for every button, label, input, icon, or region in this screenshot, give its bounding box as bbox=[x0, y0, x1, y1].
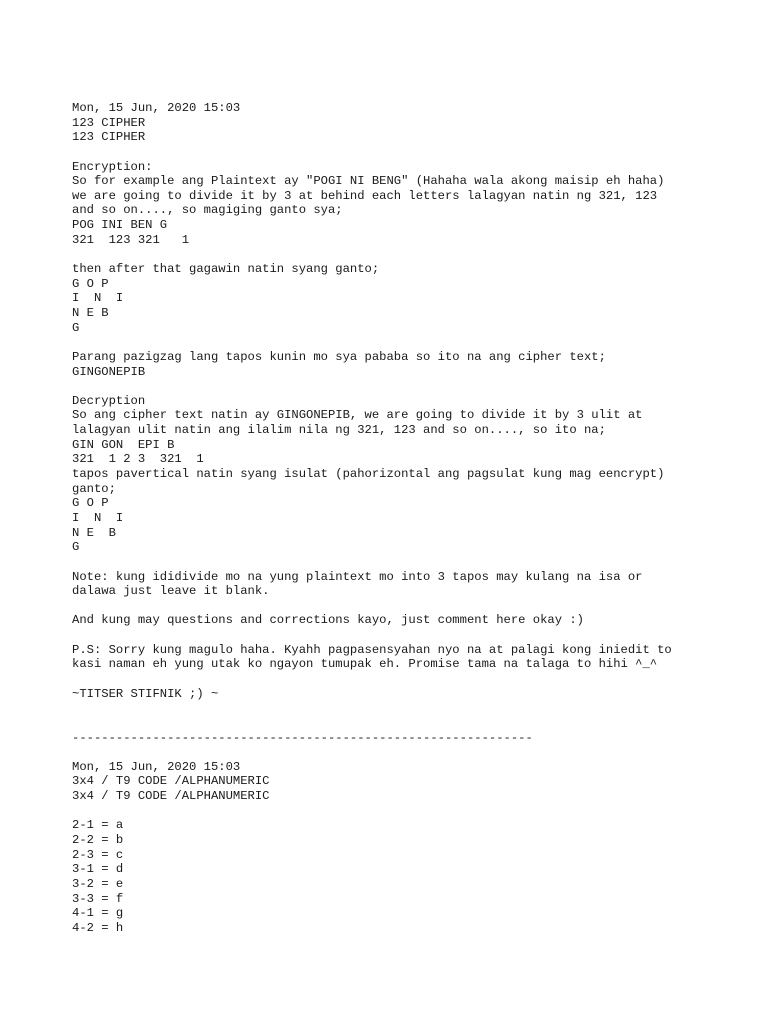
entry-2 bbox=[72, 760, 752, 936]
grid-row: G bbox=[72, 540, 80, 555]
encryption-line: and so on...., so magiging ganto sya; bbox=[72, 203, 343, 218]
mapping-row: 4-2 = h bbox=[72, 920, 124, 935]
mapping-row: 3-1 = d bbox=[72, 862, 124, 877]
encryption-line: So for example ang Plaintext ay "POGI NI BENG" (Hahaha wala akong maisip eh haha) bbox=[72, 174, 665, 189]
grid-row: G bbox=[72, 320, 80, 335]
grid-row: N E B bbox=[72, 305, 109, 320]
grid-row: G O P bbox=[72, 276, 109, 291]
mapping-row: 2-2 = b bbox=[72, 833, 124, 848]
entry-title-repeat: 3x4 / T9 CODE /ALPHANUMERIC bbox=[72, 789, 270, 804]
grid-row: I N I bbox=[72, 510, 124, 525]
mapping-row: 3-2 = e bbox=[72, 876, 124, 891]
ps-line: P.S: Sorry kung magulo haha. Kyahh pagpasensyahan nyo na at palagi kong iniedit to bbox=[72, 642, 672, 657]
cipher-text: GINGONEPIB bbox=[72, 364, 146, 379]
decryption-line: ganto; bbox=[72, 481, 116, 496]
signature: ~TITSER STIFNIK ;) ~ bbox=[72, 686, 219, 701]
mapping-row: 4-1 = g bbox=[72, 906, 124, 921]
encryption-heading: Encryption: bbox=[72, 159, 153, 174]
entry-title: 3x4 / T9 CODE /ALPHANUMERIC bbox=[72, 774, 270, 789]
mapping-row: 3-3 = f bbox=[72, 891, 124, 906]
note-line: Note: kung ididivide mo na yung plaintext mo into 3 tapos may kulang na isa or bbox=[72, 569, 643, 584]
entry-1 bbox=[72, 101, 752, 701]
then-line: then after that gagawin natin syang ganto; bbox=[72, 262, 380, 277]
encryption-line: 321 123 321 1 bbox=[72, 232, 190, 247]
ps-line: kasi naman eh yung utak ko ngayon tumupak eh. Promise tama na talaga to hihi ^_^ bbox=[72, 657, 658, 672]
encryption-line: we are going to divide it by 3 at behind each letters lalagyan natin ng 321, 123 bbox=[72, 188, 658, 203]
zigzag-line: Parang pazigzag lang tapos kunin mo sya pababa so ito na ang cipher text; bbox=[72, 349, 606, 364]
decryption-heading: Decryption bbox=[72, 393, 146, 408]
entry-date: Mon, 15 Jun, 2020 15:03 bbox=[72, 759, 241, 774]
decryption-line: tapos pavertical natin syang isulat (pahorizontal ang pagsulat kung mag eencrypt) bbox=[72, 467, 665, 482]
grid-row: G O P bbox=[72, 496, 109, 511]
separator-line: --------------------------------------------------------------- bbox=[72, 730, 533, 745]
mapping-row: 2-1 = a bbox=[72, 818, 124, 833]
entry-title-repeat: 123 CIPHER bbox=[72, 130, 146, 145]
document-page bbox=[72, 101, 752, 936]
decryption-line: So ang cipher text natin ay GINGONEPIB, we are going to divide it by 3 ulit at bbox=[72, 408, 643, 423]
mapping-row: 2-3 = c bbox=[72, 847, 124, 862]
encryption-line: POG INI BEN G bbox=[72, 218, 168, 233]
grid-row: N E B bbox=[72, 525, 116, 540]
note-line: dalawa just leave it blank. bbox=[72, 584, 270, 599]
decryption-line: GIN GON EPI B bbox=[72, 437, 175, 452]
grid-row: I N I bbox=[72, 291, 124, 306]
decryption-line: 321 1 2 3 321 1 bbox=[72, 452, 204, 467]
entry-date: Mon, 15 Jun, 2020 15:03 bbox=[72, 101, 241, 115]
questions-line: And kung may questions and corrections kayo, just comment here okay :) bbox=[72, 613, 584, 628]
entry-title: 123 CIPHER bbox=[72, 115, 146, 130]
decryption-line: lalagyan ulit natin ang ilalim nila ng 321, 123 and so on...., so ito na; bbox=[72, 423, 606, 438]
